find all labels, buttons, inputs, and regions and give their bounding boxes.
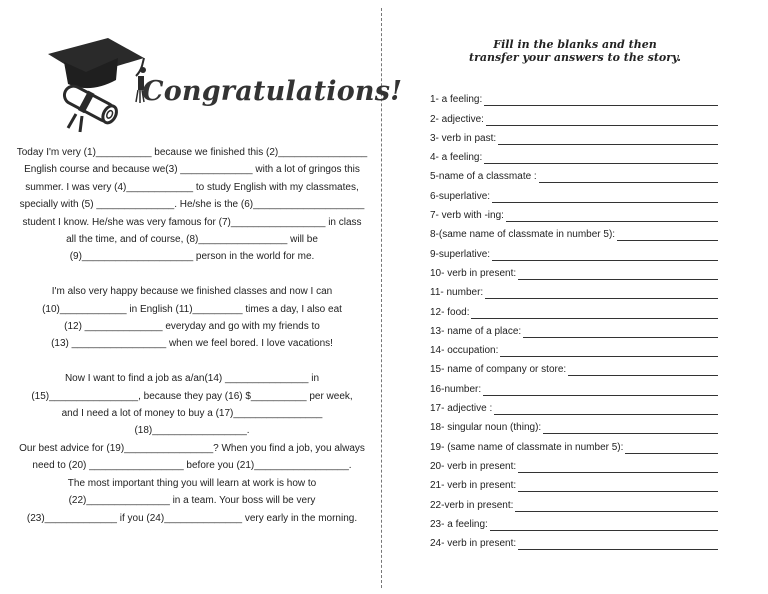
blank-item bbox=[430, 203, 718, 222]
story-text bbox=[12, 144, 372, 527]
blank-item bbox=[430, 357, 718, 376]
story-line: (15)________________, because they pay (16) $__________ per week, bbox=[31, 390, 353, 402]
instructions-line: Fill in the blanks and then bbox=[493, 38, 657, 51]
answer-line[interactable] bbox=[515, 501, 718, 512]
blank-label: 19- (same name of classmate in number 5): bbox=[430, 441, 624, 453]
blank-label: 10- verb in present: bbox=[430, 267, 517, 279]
answer-line[interactable] bbox=[518, 539, 718, 550]
blank-item bbox=[430, 87, 718, 106]
blank-item bbox=[430, 434, 718, 453]
story-line: English course and because we(3) _____________ with a lot of gringos this bbox=[24, 164, 360, 176]
blank-item bbox=[430, 531, 718, 550]
story-line: (23)_____________ if you (24)______________ very early in the morning. bbox=[26, 512, 358, 524]
blank-list bbox=[430, 87, 718, 550]
answer-line[interactable] bbox=[484, 153, 718, 164]
answer-line[interactable] bbox=[518, 462, 718, 473]
answer-line[interactable] bbox=[484, 95, 718, 106]
blank-label: 14- occupation: bbox=[430, 345, 499, 357]
answer-line[interactable] bbox=[498, 134, 718, 145]
blank-item bbox=[430, 512, 718, 531]
story-line: specially with (5) ______________. He/she is the (6)____________________ bbox=[19, 199, 365, 211]
blank-label: 22-verb in present: bbox=[430, 499, 514, 511]
blank-label: 23- a feeling: bbox=[430, 518, 488, 530]
answer-line[interactable] bbox=[518, 481, 718, 492]
answer-line[interactable] bbox=[492, 192, 718, 203]
blank-label: 3- verb in past: bbox=[430, 132, 497, 144]
answer-line[interactable] bbox=[543, 423, 718, 434]
blank-label: 4- a feeling: bbox=[430, 152, 483, 164]
blank-item bbox=[430, 376, 718, 395]
story-line: (18)_________________. bbox=[134, 425, 250, 437]
blank-item bbox=[430, 299, 718, 318]
blank-label: 9-superlative: bbox=[430, 248, 491, 260]
blank-item bbox=[430, 222, 718, 241]
blank-item bbox=[430, 106, 718, 125]
blank-item bbox=[430, 241, 718, 260]
story-line: (13) _________________ when we feel bored. I love vacations! bbox=[51, 338, 333, 350]
blank-label: 7- verb with -ing: bbox=[430, 210, 504, 222]
story-line: student I know. He/she was very famous for (7)_________________ in class bbox=[22, 216, 362, 228]
answer-line[interactable] bbox=[486, 115, 718, 126]
blank-label: 13- name of a place: bbox=[430, 325, 522, 337]
blank-item bbox=[430, 473, 718, 492]
blank-item bbox=[430, 454, 718, 473]
blank-item bbox=[430, 261, 718, 280]
story-line: (22)_______________ in a team. Your boss will be very bbox=[68, 495, 316, 507]
story-line: I'm also very happy because we finished classes and now I can bbox=[51, 286, 333, 298]
blank-item bbox=[430, 492, 718, 511]
blank-label: 24- verb in present: bbox=[430, 538, 517, 550]
blank-label: 8-(same name of classmate in number 5): bbox=[430, 229, 616, 241]
answer-line[interactable] bbox=[617, 230, 718, 241]
blank-label: 18- singular noun (thing): bbox=[430, 422, 542, 434]
answer-line[interactable] bbox=[485, 288, 718, 299]
story-line: and I need a lot of money to buy a (17)________________ bbox=[61, 408, 323, 420]
blank-item bbox=[430, 126, 718, 145]
blank-label: 2- adjective: bbox=[430, 113, 484, 125]
answer-line[interactable] bbox=[568, 365, 718, 376]
blank-label: 11- number: bbox=[430, 287, 484, 299]
answer-line[interactable] bbox=[494, 404, 718, 415]
instructions-heading bbox=[430, 38, 720, 64]
answer-line[interactable] bbox=[523, 327, 718, 338]
story-line: Today I'm very (1)__________ because we finished this (2)________________ bbox=[16, 147, 368, 158]
blank-label: 21- verb in present: bbox=[430, 480, 517, 492]
blank-label: 17- adjective : bbox=[430, 403, 493, 415]
congratulations-title: Congratulations! bbox=[142, 76, 403, 107]
answer-line[interactable] bbox=[492, 250, 718, 261]
answer-line[interactable] bbox=[539, 172, 718, 183]
blank-item bbox=[430, 183, 718, 202]
story-line: Now I want to find a job as a/an(14) _______________ in bbox=[64, 373, 320, 385]
blank-label: 6-superlative: bbox=[430, 190, 491, 202]
paragraph-gap bbox=[12, 266, 372, 283]
blank-label: 5-name of a classmate : bbox=[430, 171, 537, 183]
blank-label: 15- name of company or store: bbox=[430, 364, 567, 376]
story-line: (10)____________ in English (11)_________ times a day, I also eat bbox=[42, 303, 342, 315]
answer-line[interactable] bbox=[471, 308, 718, 319]
blank-label: 1- a feeling: bbox=[430, 94, 483, 106]
answer-line[interactable] bbox=[500, 346, 718, 357]
blank-label: 20- verb in present: bbox=[430, 460, 517, 472]
blank-item bbox=[430, 280, 718, 299]
story-line: all the time, and of course, (8)________________ will be bbox=[66, 234, 318, 246]
story-line: The most important thing you will learn at work is how to bbox=[67, 477, 317, 489]
story-line: Our best advice for (19)________________? When you find a job, you always bbox=[19, 442, 365, 454]
paragraph-gap bbox=[12, 353, 372, 370]
blank-item bbox=[430, 319, 718, 338]
answer-line[interactable] bbox=[483, 385, 718, 396]
story-line: need to (20) _________________ before you (21)_________________. bbox=[32, 460, 352, 472]
blank-item bbox=[430, 338, 718, 357]
story-line: (12) ______________ everyday and go with my friends to bbox=[64, 321, 320, 333]
blank-label: 12- food: bbox=[430, 306, 470, 318]
answer-line[interactable] bbox=[518, 269, 718, 280]
instructions-line: transfer your answers to the story. bbox=[468, 51, 682, 64]
blank-item bbox=[430, 396, 718, 415]
answer-line[interactable] bbox=[506, 211, 718, 222]
answer-line[interactable] bbox=[625, 443, 718, 454]
blank-item bbox=[430, 145, 718, 164]
answer-line[interactable] bbox=[490, 520, 718, 531]
blank-item bbox=[430, 415, 718, 434]
blank-label: 16-number: bbox=[430, 383, 482, 395]
blank-item bbox=[430, 164, 718, 183]
story-line: summer. I was very (4)____________ to study English with my classmates, bbox=[25, 181, 359, 193]
story-line: (9)____________________ person in the world for me. bbox=[69, 251, 315, 263]
